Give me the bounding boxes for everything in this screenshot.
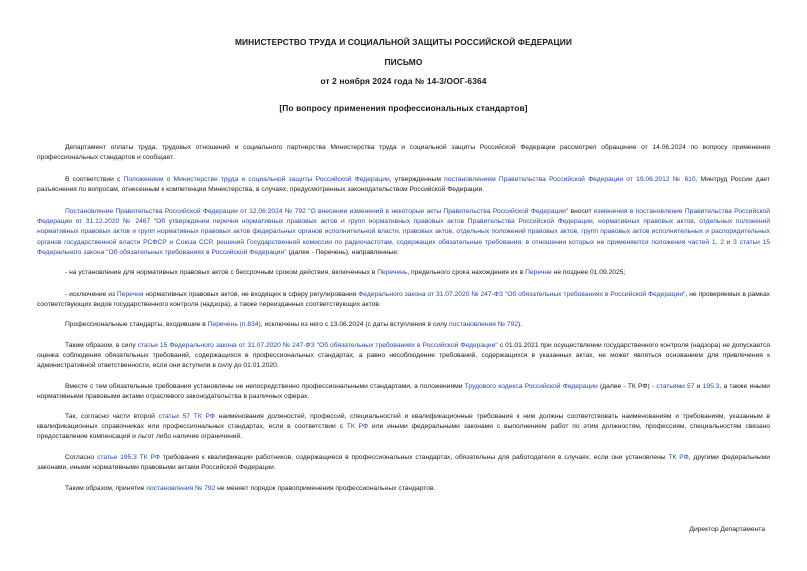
paragraph-conclusion [37, 484, 770, 494]
link-article-57[interactable]: статьями 57 [656, 383, 695, 390]
link-list[interactable]: Перечня [116, 291, 144, 298]
link-resolution-792[interactable]: Постановление Правительства Российской Федерации от 12.06.2024 № 792 "О внесении изменений в некоторые акты Правительства Российской Федерации" [65, 208, 569, 215]
link-article-195-3-labor-code[interactable]: статье 195.3 ТК РФ [97, 454, 160, 461]
paragraph-text: В соответствии с [65, 176, 124, 183]
paragraph-text: Департамент оплаты труда, трудовых отношений и социального партнерства Министерства труда и социальной защиты Российской Федерации рассмотрел обращение от 14.06.2024 по вопросу применения профессиональных стандартов и сообщает. [37, 144, 770, 162]
link-resolution-792-short[interactable]: постановления № 792 [449, 321, 518, 328]
link-federal-law-247[interactable]: Федерального закона от 31.07.2020 № 247-ФЗ "Об обязательных требованиях в Российской Федерации" [358, 291, 686, 298]
paragraph-text: с 01.01.2021 при осуществлении государственного контроля (надзора) не допускается оценка соблюдения обязательных требований, содержащихся в профессиональных стандартах, а равно несоблюдение требований, содержащихся в указанных актах, не может являться основанием для привлечения к административной ответственности, если они вступили в силу до 01.01.2020. [37, 342, 771, 370]
paragraph-standards-excluded [37, 320, 770, 330]
paragraph-text: - исключение из [65, 291, 117, 298]
link-article-57-labor-code[interactable]: статьи 57 ТК РФ [158, 413, 215, 420]
link-labor-code-short[interactable]: ТК РФ [346, 423, 369, 431]
paragraph-text: , утвержденным [389, 176, 445, 183]
paragraph-resolution-792 [37, 207, 770, 258]
paragraph-text: , предельного срока нахождения их в [407, 269, 526, 276]
signature-title: Директор Департамента [689, 526, 765, 533]
paragraph-text: Профессиональные стандарты, входившие в [65, 321, 208, 328]
paragraph-article-15 [37, 341, 770, 372]
link-labor-code-short[interactable]: ТК РФ [668, 454, 689, 461]
link-labor-code[interactable]: Трудового кодекса Российской Федерации [464, 383, 598, 390]
paragraph-text: Вместе с тем обязательные требования установлены не непосредственно профессиональными стандартами, а положениями [65, 383, 465, 390]
paragraph-text: наименования должностей, профессий, специальностей и квалификационные требования к ним должны соответствовать наименованиям и требованиям, указанным в квалификационных справочниках или профессиональных стандартах, если в соответствии с [37, 413, 770, 431]
link-resolution-792-short[interactable]: постановления № 792 [146, 485, 216, 492]
paragraph-competence [37, 175, 770, 195]
paragraph-text: Согласно [65, 454, 98, 461]
paragraph-text: Таким образом, принятие [65, 485, 147, 492]
paragraph-text: и [694, 383, 703, 390]
link-article-195-3[interactable]: 195.3 [702, 383, 720, 390]
paragraph-text: , а также иными нормативными правовыми актами отраслевого законодательства в различных сферах. [37, 383, 771, 401]
paragraph-text: - на установление для нормативных правовых актов с бессрочным сроком действия, включенных в [65, 269, 378, 276]
link-article-15-law-247[interactable]: статьи 15 Федерального закона от 31.07.2020 № 247-ФЗ "Об обязательных требованиях в Российской Федерации" [137, 342, 498, 349]
document-subject: [По вопросу применения профессиональных стандартов] [279, 103, 528, 113]
paragraph-text: , не проверяемых в рамках соответствующих видов государственного контроля (надзора), а также переизданных соответствующих актов. [37, 291, 771, 309]
paragraph-text: Таким образом, в силу [65, 342, 138, 349]
paragraph-text: требования к квалификации работников, содержащиеся в профессиональных стандартах, обязательны для работодателя в случаях, если они установлены [159, 454, 669, 461]
link-list[interactable]: Перечень [377, 269, 408, 276]
paragraph-list-item-1 [37, 268, 770, 278]
ministry-heading: МИНИСТЕРСТВО ТРУДА И СОЦИАЛЬНОЙ ЗАЩИТЫ РОССИЙСКОЙ ФЕДЕРАЦИИ [234, 37, 572, 47]
link-list-item-834[interactable]: Перечень (п.834) [207, 321, 261, 328]
paragraph-text: не позднее 01.09.2025; [551, 269, 626, 276]
link-resolution-610[interactable]: постановлением Правительства Российской Федерации от 19.06.2012 № 610 [444, 176, 696, 183]
paragraph-text: (далее - ТК РФ) - [597, 383, 657, 390]
paragraph-list-item-2 [37, 290, 770, 310]
paragraph-text: Так, согласно части второй [65, 413, 159, 420]
document-date-number: от 2 ноября 2024 года № 14-3/ООГ-6364 [320, 76, 487, 86]
link-ministry-regulation[interactable]: Положением о Министерстве труда и социальной защиты Российской Федерации [123, 176, 390, 183]
document-type-heading: ПИСЬМО [384, 57, 423, 67]
paragraph-text: или иными федеральными законами с выполнением работ по этим должностям, профессиям, специальностям связано предоставление компенсаций и льгот либо наличие ограничений. [37, 423, 771, 441]
paragraph-text: нормативных правовых актов, не входящих в сферу регулирования [143, 291, 359, 298]
paragraph-text: (далее - Перечень), направленные: [286, 248, 399, 256]
paragraph-article-57 [37, 412, 770, 443]
paragraph-intro [37, 143, 770, 163]
paragraph-labor-code [37, 382, 770, 402]
paragraph-text: , исключены из него с 13.06.2024 (с даты вступления в силу [260, 321, 450, 328]
paragraph-text: ). [517, 321, 523, 328]
paragraph-text: не меняет порядок правоприменения профессиональных стандартов. [215, 485, 436, 492]
paragraph-text: , Минтруд России дает разъяснения по вопросам, отнесенным к компетенции Министерства, в случаях, предусмотренных законодательством Российской Федерации. [37, 176, 770, 194]
paragraph-article-195-3 [37, 453, 770, 473]
link-list[interactable]: Перечне [525, 269, 552, 276]
paragraph-text: , другими федеральными законами, иными нормативными правовыми актами Российской Федерации. [37, 454, 771, 472]
link-resolution-2467-changes[interactable]: изменения в постановление Правительства Российской Федерации от 31.12.2020 № 2467 "Об утверждении перечня нормативных правовых актов и групп нормативных правовых актов Правительства Российской Федерации, нормативных правовых актов, отдельных положений нормативных правовых актов и групп нормативных правовых актов федеральных органов исполнительной власти, правовых актов, отдельных положений правовых актов, групп правовых актов исполнительных и распорядительных органов государственной власти РСФСР и Союза ССР, решений Государственной комиссии по радиочастотам, содержащих обязательные требования, в отношении которых не применяются положения частей 1, 2 и 3 статьи 15 Федерального закона "Об обязательных требованиях в Российской Федерации" [37, 208, 771, 256]
paragraph-text: вносит [568, 208, 594, 215]
